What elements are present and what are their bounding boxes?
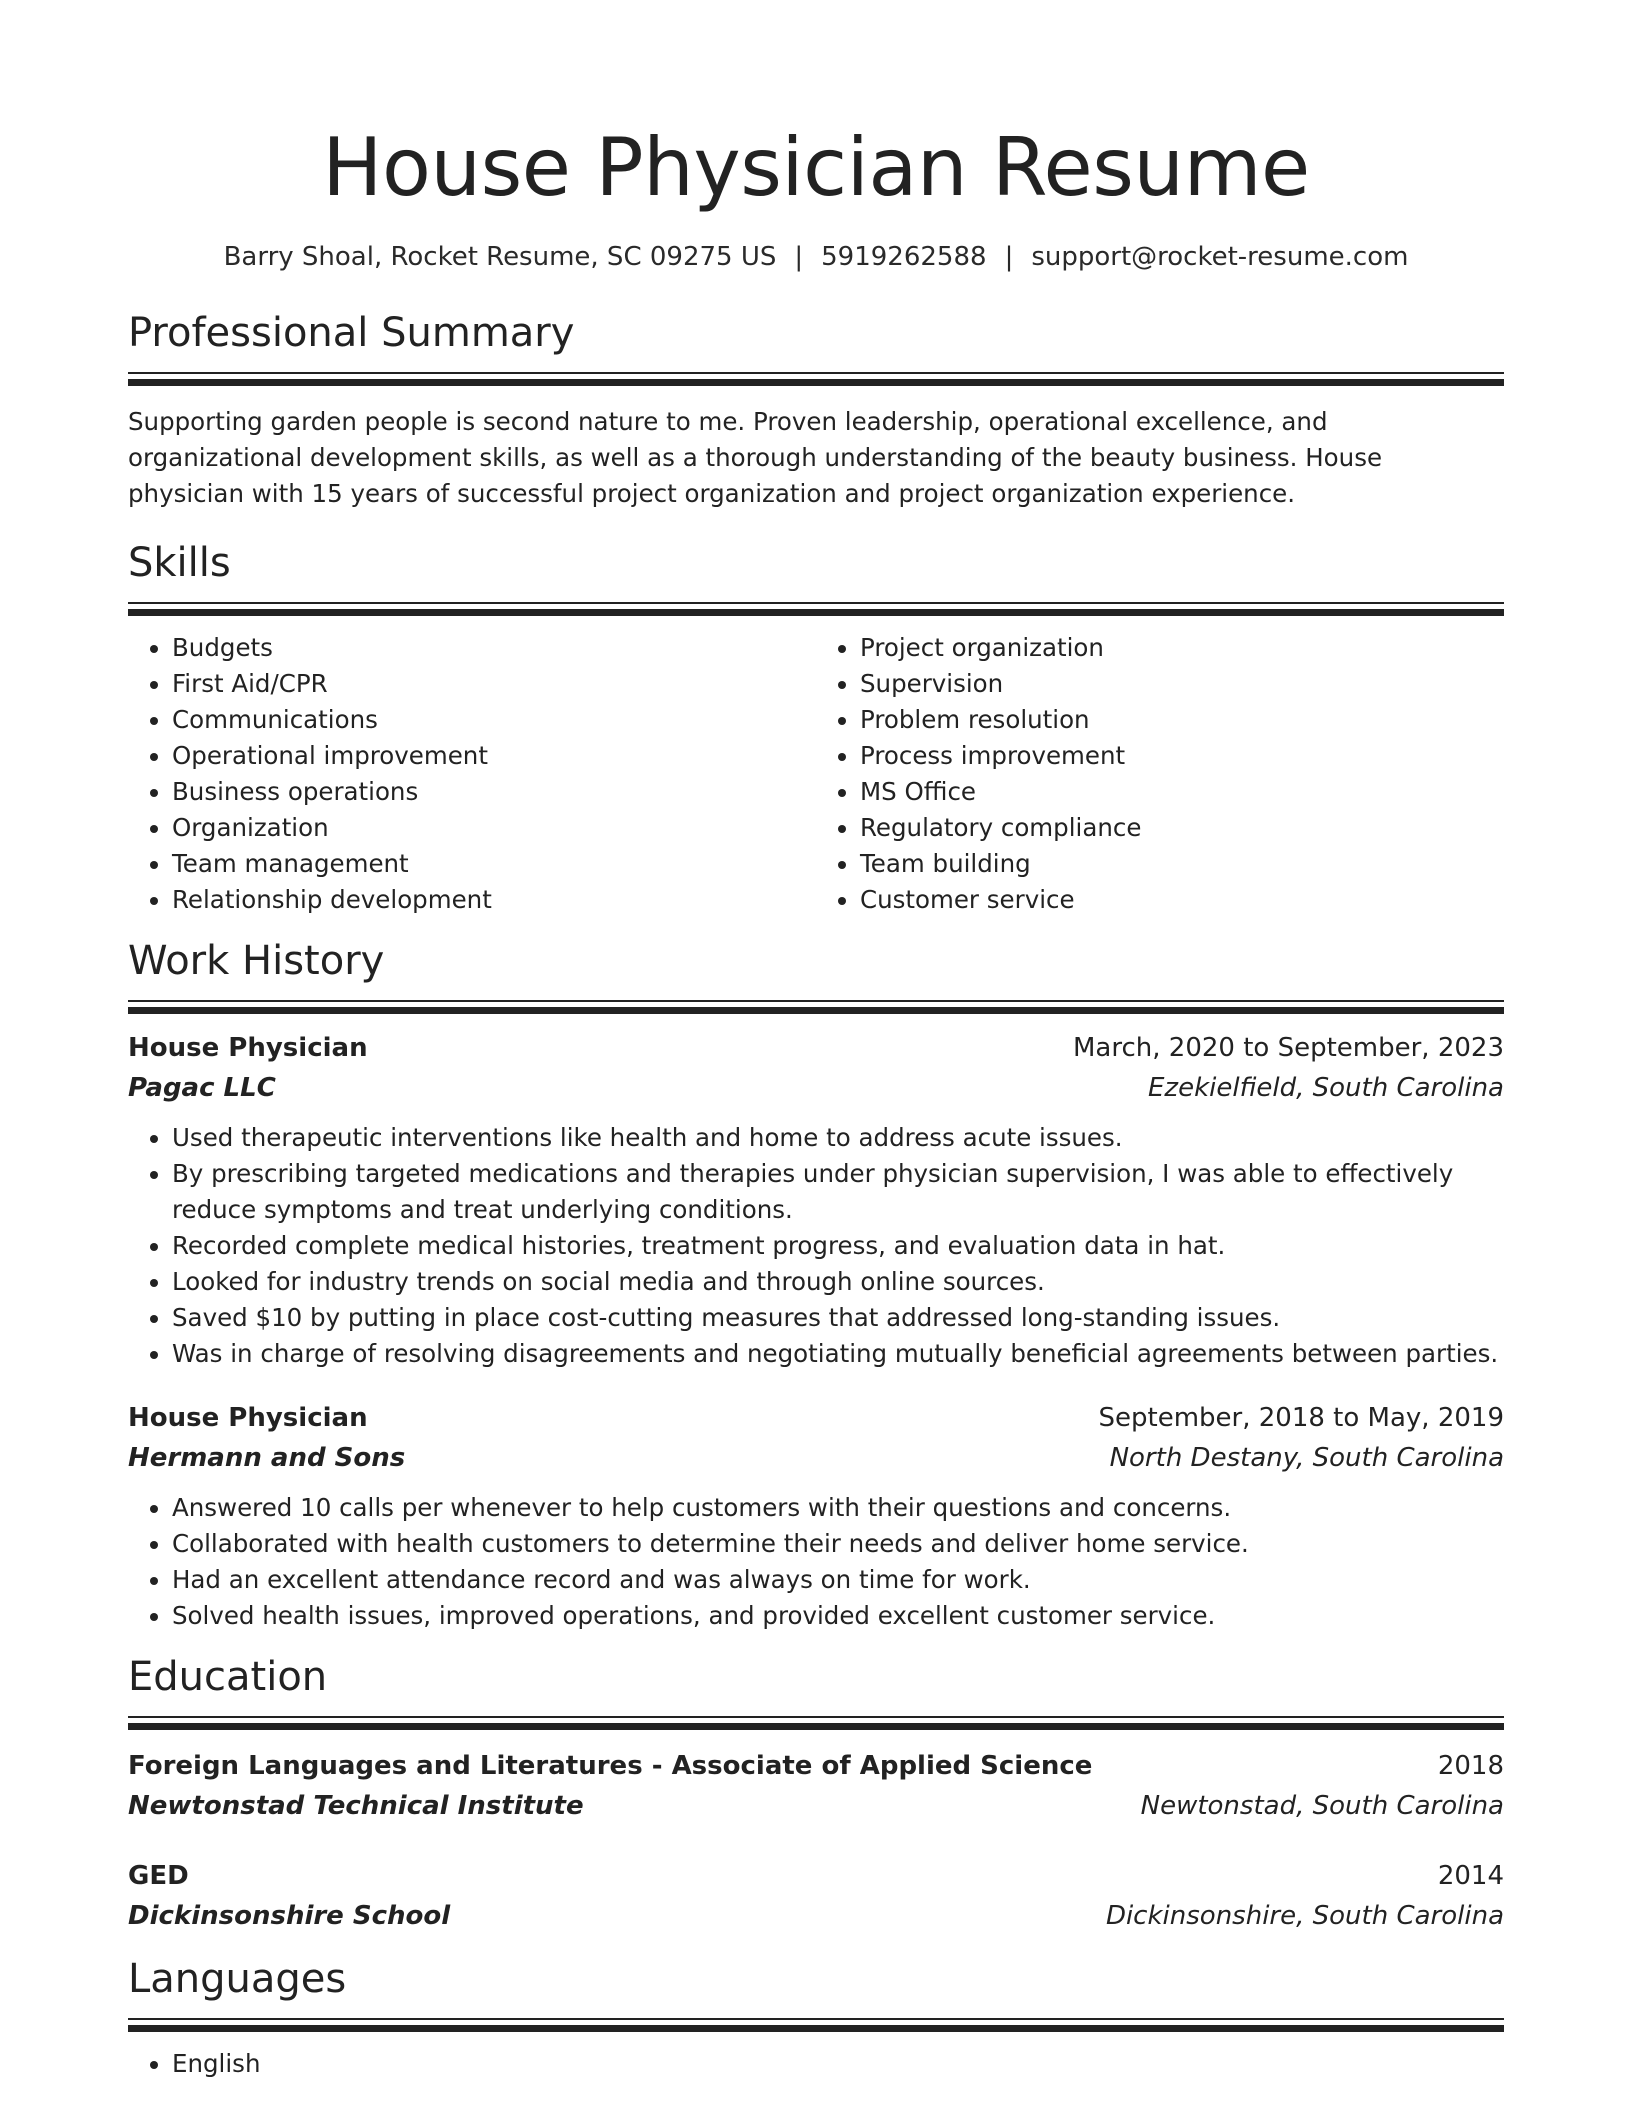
section-divider [128, 1000, 1504, 1014]
page-title: House Physician Resume [322, 121, 1310, 214]
section-divider [128, 2018, 1504, 2032]
skills-section [128, 538, 1504, 918]
education-school: Dickinsonshire School [128, 1901, 451, 1931]
skills-right-list [816, 630, 1504, 918]
skill-item: • Communications [172, 702, 816, 738]
education-entry [128, 1746, 1504, 1826]
education-year: 2018 [1437, 1751, 1504, 1781]
skill-item: • Organization [172, 810, 816, 846]
summary-section [128, 308, 1504, 512]
skill-item: • Customer service [860, 882, 1504, 918]
job-company: Pagac LLC [128, 1073, 276, 1103]
skill-item: • Operational improvement [172, 738, 816, 774]
contact-phone: 5919262588 [821, 242, 987, 272]
job-entry [128, 1398, 1504, 1634]
education-degree: Foreign Languages and Literatures - Associate of Applied Science [128, 1751, 1093, 1781]
job-location: Ezekielfield, South Carolina [1148, 1073, 1504, 1103]
education-header [128, 1746, 1504, 1786]
skill-item: • MS Office [860, 774, 1504, 810]
skills-heading: Skills [128, 540, 231, 586]
languages-heading: Languages [128, 1956, 347, 2002]
job-subheader [128, 1438, 1504, 1478]
education-subheader [128, 1786, 1504, 1826]
education-header [128, 1856, 1504, 1896]
section-divider [128, 602, 1504, 616]
job-location: North Destany, South Carolina [1109, 1443, 1504, 1473]
languages-section [128, 1954, 1504, 2082]
skill-item: • Process improvement [860, 738, 1504, 774]
education-entry [128, 1856, 1504, 1936]
skill-item: • Team building [860, 846, 1504, 882]
job-dates: March, 2020 to September, 2023 [1073, 1033, 1504, 1063]
skill-item: • Regulatory compliance [860, 810, 1504, 846]
job-title: House Physician [128, 1033, 368, 1063]
skills-columns [128, 630, 1504, 918]
education-degree: GED [128, 1861, 189, 1891]
education-section [128, 1652, 1504, 1936]
contact-address: Barry Shoal, Rocket Resume, SC 09275 US [223, 242, 777, 272]
job-bullet: • Saved $10 by putting in place cost-cutting measures that addressed long-standing issues. [172, 1300, 1504, 1336]
work-heading: Work History [128, 938, 385, 984]
job-bullet: • Had an excellent attendance record and was always on time for work. [172, 1562, 1504, 1598]
skills-left-list [128, 630, 816, 918]
job-bullet: • By prescribing targeted medications and therapies under physician supervision, I was able to effectively reduce symptoms and treat underlying conditions. [172, 1156, 1504, 1228]
job-bullet: • Recorded complete medical histories, treatment progress, and evaluation data in hat. [172, 1228, 1504, 1264]
job-header [128, 1398, 1504, 1438]
work-section [128, 936, 1504, 1634]
job-bullet: • Was in charge of resolving disagreements and negotiating mutually beneficial agreements between parties. [172, 1336, 1504, 1372]
job-bullet: • Collaborated with health customers to determine their needs and deliver home service. [172, 1526, 1504, 1562]
section-divider [128, 372, 1504, 386]
education-year: 2014 [1437, 1861, 1504, 1891]
job-bullet: • Answered 10 calls per whenever to help customers with their questions and concerns. [172, 1490, 1504, 1526]
job-header [128, 1028, 1504, 1068]
skill-item: • Supervision [860, 666, 1504, 702]
contact-line [128, 240, 1504, 274]
education-heading: Education [128, 1654, 328, 1700]
job-bullet: • Solved health issues, improved operations, and provided excellent customer service. [172, 1598, 1504, 1634]
section-divider [128, 1716, 1504, 1730]
job-bullet: • Looked for industry trends on social media and through online sources. [172, 1264, 1504, 1300]
education-subheader [128, 1896, 1504, 1936]
job-title: House Physician [128, 1403, 368, 1433]
skill-item: • Project organization [860, 630, 1504, 666]
summary-heading: Professional Summary [128, 310, 575, 356]
language-item: • English [172, 2046, 1504, 2082]
skill-item: • Business operations [172, 774, 816, 810]
contact-separator: | [794, 242, 804, 272]
education-school: Newtonstad Technical Institute [128, 1791, 584, 1821]
summary-text: Supporting garden people is second nature to me. Proven leadership, operational excellence, and organizational development skills, as well as a thorough understanding of the beauty business. House physician with 15 years of successful project organization and project organization experience. [128, 407, 1383, 508]
job-bullet: • Used therapeutic interventions like health and home to address acute issues. [172, 1120, 1504, 1156]
job-company: Hermann and Sons [128, 1443, 406, 1473]
contact-separator: | [1004, 242, 1014, 272]
job-bullets [128, 1490, 1504, 1634]
skill-item: • Problem resolution [860, 702, 1504, 738]
job-bullets [128, 1120, 1504, 1372]
contact-email: support@rocket-resume.com [1031, 242, 1409, 272]
job-entry [128, 1028, 1504, 1372]
skill-item: • First Aid/CPR [172, 666, 816, 702]
skill-item: • Budgets [172, 630, 816, 666]
education-location: Dickinsonshire, South Carolina [1105, 1901, 1504, 1931]
skill-item: • Relationship development [172, 882, 816, 918]
skill-item: • Team management [172, 846, 816, 882]
languages-list [128, 2046, 1504, 2082]
education-location: Newtonstad, South Carolina [1140, 1791, 1504, 1821]
job-dates: September, 2018 to May, 2019 [1098, 1403, 1504, 1433]
job-subheader [128, 1068, 1504, 1108]
